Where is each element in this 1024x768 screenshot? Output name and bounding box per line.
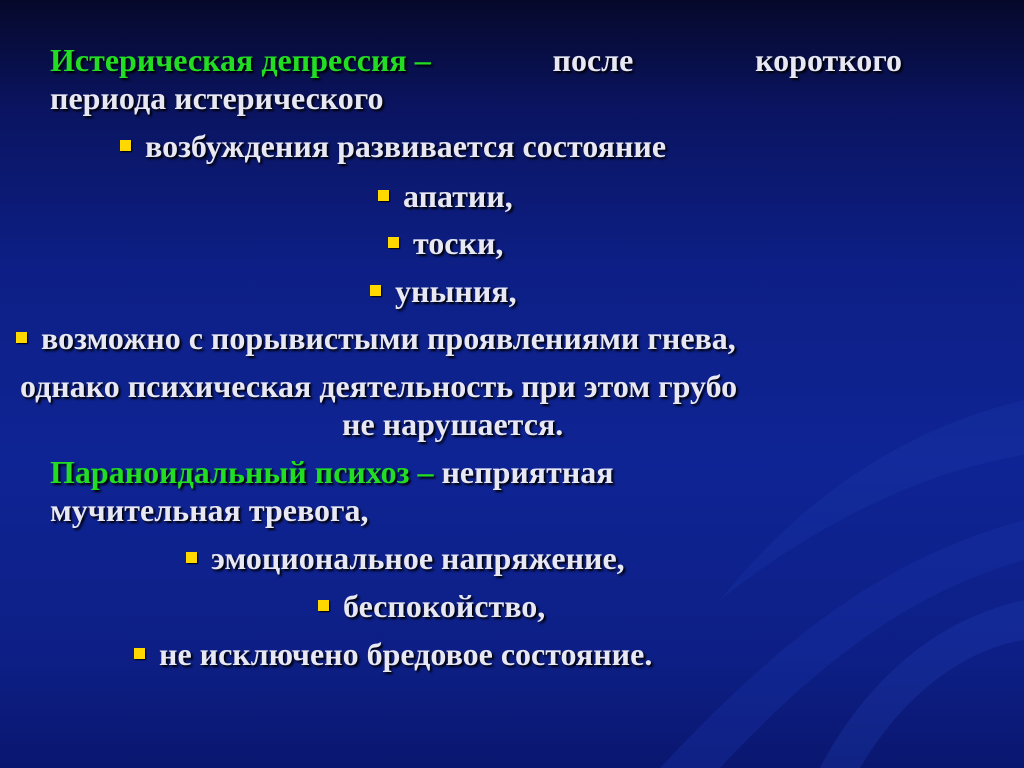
list-item: эмоциональное напряжение, — [186, 540, 625, 576]
list-item: беспокойство, — [318, 588, 545, 624]
continuation-line-2: не нарушается. — [342, 406, 564, 442]
term-hysterical-depression: Истерическая депрессия — [50, 42, 407, 78]
continuation-line-1: однако психическая деятельность при этом грубо — [20, 368, 738, 404]
square-bullet-icon — [134, 648, 145, 659]
list-item: тоски, — [388, 225, 503, 261]
word-after: после — [552, 42, 634, 78]
list-item: не исключено бредовое состояние. — [134, 636, 652, 672]
heading-line-1 — [50, 42, 902, 78]
term-paranoid-psychosis: Параноидальный психоз — [50, 454, 410, 490]
square-bullet-icon — [370, 285, 381, 296]
heading-line-2: периода истерического — [50, 80, 384, 116]
list-item: возможно с порывистыми проявлениями гнева, — [16, 320, 736, 356]
heading-paranoid-line-2: мучительная тревога, — [50, 492, 369, 528]
term-dash: – — [417, 454, 434, 490]
word-short: короткого — [755, 42, 902, 78]
list-item: уныния, — [370, 273, 517, 309]
square-bullet-icon — [318, 600, 329, 611]
square-bullet-icon — [388, 237, 399, 248]
list-item: апатии, — [378, 178, 513, 214]
square-bullet-icon — [378, 190, 389, 201]
heading-paranoid-psychosis: Параноидальный психоз – неприятная — [50, 454, 614, 490]
list-item: возбуждения развивается состояние — [120, 128, 666, 164]
square-bullet-icon — [16, 332, 27, 343]
square-bullet-icon — [120, 140, 131, 151]
square-bullet-icon — [186, 552, 197, 563]
term-dash: – — [414, 42, 431, 78]
